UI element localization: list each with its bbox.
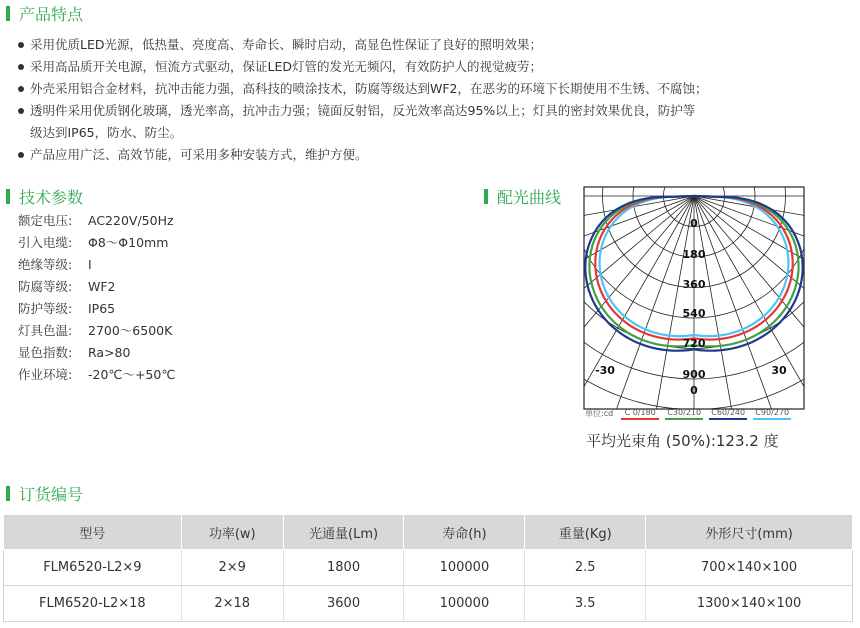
features-heading	[6, 2, 83, 25]
table-row	[4, 550, 853, 586]
legend-swatch	[665, 418, 703, 420]
feature-item: 透明件采用优质钢化玻璃，透光率高，抗冲击力强；镜面反射铝，反光效率高达95%以上；灯具的密封效果优良，防护等 级达到IP65，防水、防尘。	[18, 100, 848, 144]
curve-title: 配光曲线	[497, 188, 562, 207]
legend-swatch	[621, 418, 659, 420]
ring-label: 180	[682, 248, 706, 261]
right-angle-label: 30	[771, 364, 787, 377]
ring-label: 720	[682, 337, 706, 350]
unit-label: 单位:cd	[585, 409, 614, 418]
legend-swatch	[709, 418, 747, 420]
table-cell: FLM6520-L2×9	[4, 550, 182, 586]
column-header: 光通量(Lm)	[283, 515, 404, 550]
feature-item: 采用高品质开关电源，恒流方式驱动，保证LED灯管的发光无频闪，有效防护人的视觉疲劳；	[18, 56, 848, 78]
param-row: 额定电压: AC220V/50Hz	[18, 213, 174, 228]
legend-item: C90/270	[753, 408, 791, 420]
legend-item: C30/210	[665, 408, 703, 420]
param-row: 防护等级: IP65	[18, 301, 116, 316]
ring-label: 0	[690, 217, 698, 230]
order-heading	[6, 482, 83, 505]
column-header: 重量(Kg)	[525, 515, 646, 550]
legend-item: C60/240	[709, 408, 747, 420]
bullet-icon	[18, 108, 24, 114]
table-cell: 2×18	[181, 586, 283, 622]
bullet-icon	[18, 86, 24, 92]
bottom-angle-label: 0	[690, 384, 698, 397]
params-title: 技术参数	[19, 188, 84, 207]
table-header-row	[4, 515, 853, 550]
table-cell: 3.5	[525, 586, 646, 622]
table-cell: 1800	[283, 550, 404, 586]
table-cell: 100000	[404, 586, 525, 622]
params-list	[18, 210, 175, 386]
heading-accent-bar	[484, 189, 488, 204]
curve-legend	[585, 408, 797, 420]
param-row: 防腐等级: WF2	[18, 279, 116, 294]
column-header: 功率(w)	[181, 515, 283, 550]
column-header: 寿命(h)	[404, 515, 525, 550]
param-row: 灯具色温: 2700～6500K	[18, 323, 173, 338]
features-title: 产品特点	[19, 5, 84, 24]
table-cell: 1300×140×100	[646, 586, 853, 622]
ring-label: 900	[682, 368, 706, 381]
ring-label: 360	[682, 278, 706, 291]
feature-item: 外壳采用铝合金材料，抗冲击能力强，高科技的喷涂技术，防腐等级达到WF2，在恶劣的环境下长期使用不生锈、不腐蚀；	[18, 78, 848, 100]
heading-accent-bar	[6, 486, 10, 501]
legend-item: C 0/180	[621, 408, 659, 420]
param-row: 作业环境: -20℃～+50℃	[18, 367, 176, 382]
column-header: 型号	[4, 515, 182, 550]
param-row: 引入电缆: Φ8～Φ10mm	[18, 235, 169, 250]
bullet-icon	[18, 64, 24, 70]
feature-item: 产品应用广泛、高效节能，可采用多种安装方式，维护方便。	[18, 144, 848, 166]
bullet-icon	[18, 152, 24, 158]
params-heading	[6, 185, 83, 208]
beam-angle-text: 平均光束角 (50%):123.2 度	[586, 432, 779, 450]
feature-item: 采用优质LED光源，低热量、亮度高、寿命长、瞬时启动，高显色性保证了良好的照明效果；	[18, 34, 848, 56]
features-list	[18, 34, 848, 166]
param-row: 绝缘等级: I	[18, 257, 92, 272]
table-cell: 700×140×100	[646, 550, 853, 586]
heading-accent-bar	[6, 189, 10, 204]
table-cell: 2.5	[525, 550, 646, 586]
ring-label: 540	[682, 307, 706, 320]
param-row: 显色指数: Ra>80	[18, 345, 131, 360]
light-distribution-diagram	[583, 186, 805, 410]
curve-heading	[484, 185, 561, 208]
order-title: 订货编号	[19, 485, 84, 504]
left-angle-label: -30	[595, 364, 615, 377]
table-cell: 2×9	[181, 550, 283, 586]
table-cell: FLM6520-L2×18	[4, 586, 182, 622]
column-header: 外形尺寸(mm)	[646, 515, 853, 550]
order-table	[3, 514, 853, 622]
table-cell: 100000	[404, 550, 525, 586]
bullet-icon	[18, 42, 24, 48]
table-row	[4, 586, 853, 622]
table-cell: 3600	[283, 586, 404, 622]
heading-accent-bar	[6, 6, 10, 21]
legend-swatch	[753, 418, 791, 420]
